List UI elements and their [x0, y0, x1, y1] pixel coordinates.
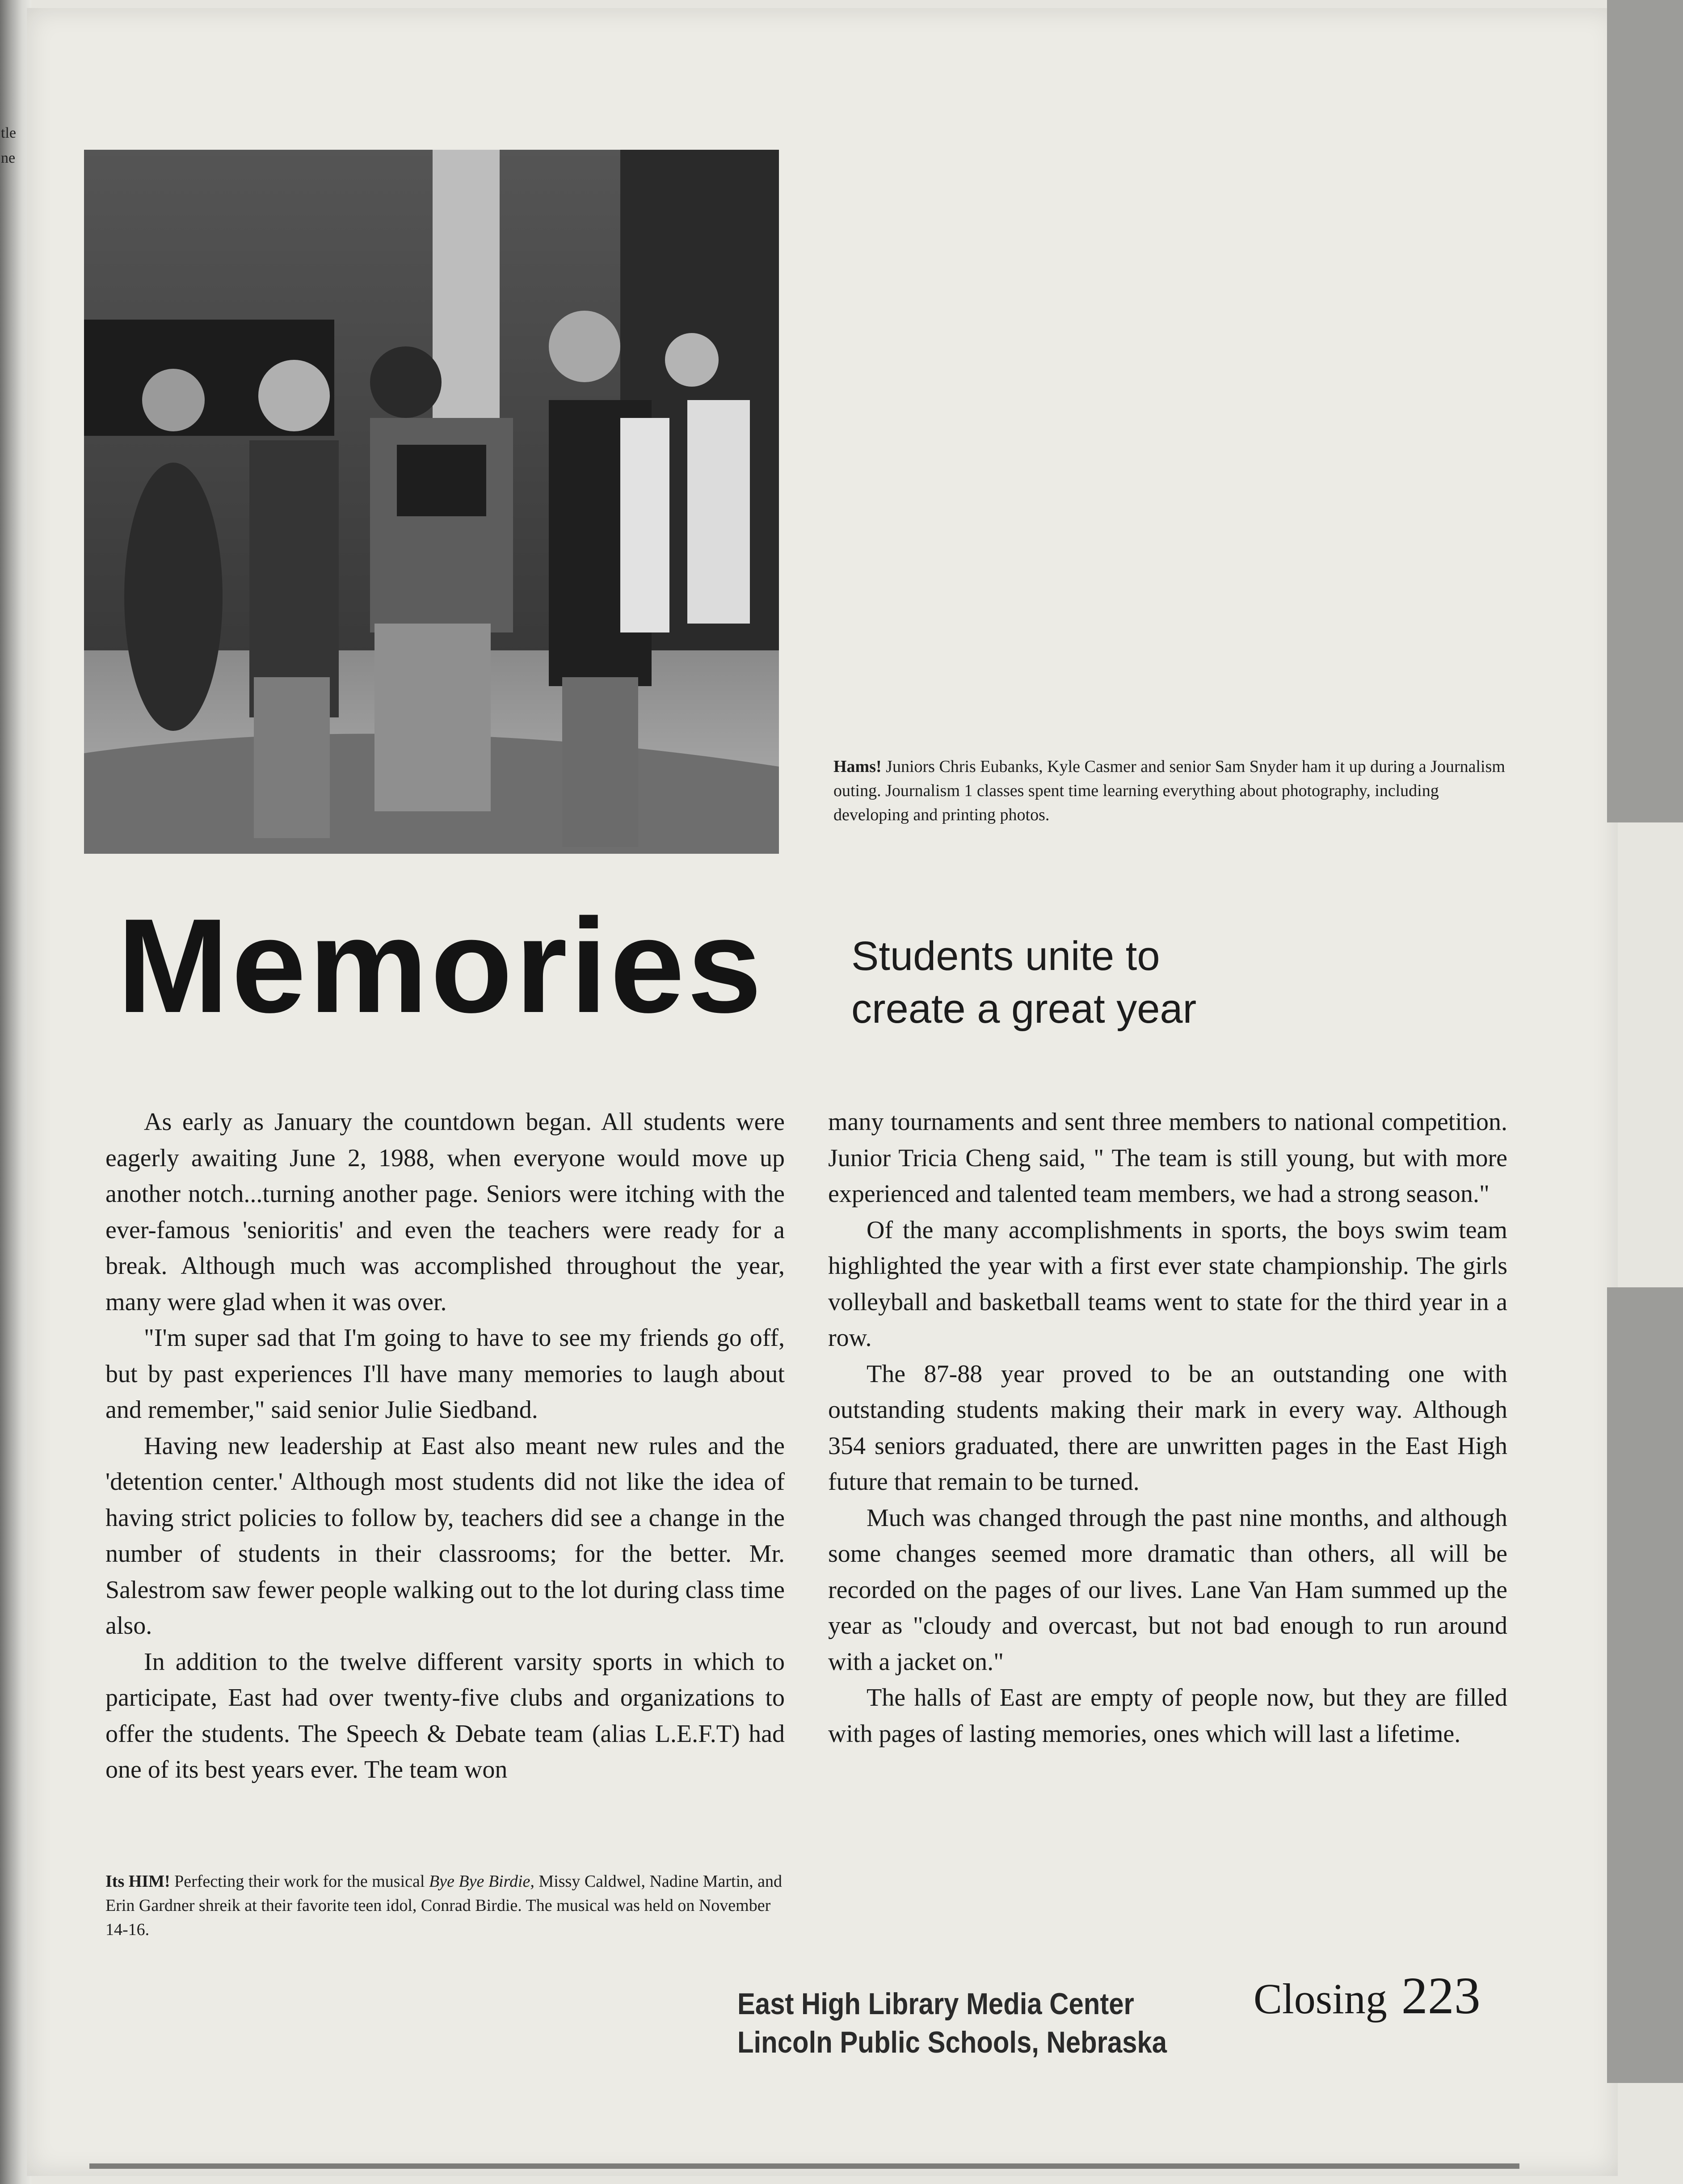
page-title: Memories: [117, 890, 765, 1041]
caption-lead: Hams!: [833, 757, 882, 776]
fragment-line: ne: [1, 150, 16, 166]
section-name: Closing: [1254, 1975, 1387, 2023]
stamp-line: Lincoln Public Schools, Nebraska: [737, 2025, 1167, 2059]
photo-scene: [84, 150, 779, 854]
library-stamp: [737, 1985, 1167, 2062]
paragraph: The halls of East are empty of people now, but they are filled with pages of lasting memories, ones which will last a lifetime.: [828, 1684, 1507, 1748]
caption-lead: Its HIM!: [105, 1872, 170, 1891]
paragraph: Of the many accomplishments in sports, the boys swim team highlighted the year with a first ever state championship. The girls volleyball and basketball teams went to state for the third year in a row.: [828, 1216, 1507, 1352]
photo-caption-top: [833, 755, 1513, 827]
paragraph: The 87-88 year proved to be an outstanding one with outstanding students making their mark in every way. Although 354 seniors graduated, there are unwritten pages in the East High future that remain to be turned.: [828, 1360, 1507, 1496]
students-photo: [84, 150, 779, 854]
caption-text: Juniors Chris Eubanks, Kyle Casmer and senior Sam Snyder ham it up during a Journalism outing. Journalism 1 classes spent time learning everything about photography, including developing and printing photos.: [833, 757, 1505, 824]
paragraph: many tournaments and sent three members to national competition. Junior Tricia Cheng said, " The team is still young, but with more experienced and talented team members, we had a strong season.": [828, 1108, 1507, 1208]
page-bottom-edge: [89, 2163, 1519, 2169]
page-subtitle: Students unite to create a great year: [851, 933, 1197, 1032]
page-footer: [1254, 1967, 1481, 2028]
stamp-line: East High Library Media Center: [737, 1987, 1134, 2021]
paragraph: Having new leadership at East also meant new rules and the 'detention center.' Although most students did not like the idea of having strict policies to follow by, teachers did see a change in the number of students in their classrooms; for the better. Mr. Salestrom saw fewer people walking out to the lot during class time also.: [105, 1432, 785, 1640]
article-column-left: [105, 1104, 785, 1788]
caption-text: Missy Caldwel, Nadine Martin, and Erin Gardner shreik at their favorite teen idol, Conrad Birdie. The musical was held on November 14-16.: [105, 1872, 782, 1939]
photo-caption-bottom: [105, 1869, 785, 1942]
adjacent-page-fragment: [1, 121, 16, 171]
musical-title: Bye Bye Birdie,: [429, 1872, 534, 1891]
page-number: 223: [1401, 1966, 1481, 2025]
fragment-line: tle: [1, 125, 16, 141]
paragraph: Much was changed through the past nine months, and although some changes seemed more dramatic than others, all will be recorded on the pages of our lives. Lane Van Ham summed up the year as "cloudy and overcast, but not bad enough to run around with a jacket on.": [828, 1504, 1507, 1676]
page-edge-tab-top: [1607, 0, 1683, 822]
caption-text: Perfecting their work for the musical: [174, 1872, 425, 1891]
article-column-right: [828, 1104, 1507, 1752]
paragraph: In addition to the twelve different varsity sports in which to participate, East had over twenty-five clubs and organizations to offer the students. The Speech & Debate team (alias L.E.F.T) had one of its best years ever. The team won: [105, 1648, 785, 1783]
paragraph: "I'm super sad that I'm going to have to see my friends go off, but by past experiences I'll have many memories to laugh about and remember," said senior Julie Siedband.: [105, 1324, 785, 1424]
paragraph: As early as January the countdown began. All students were eagerly awaiting June 2, 1988, when everyone would move up another notch...turning another page. Seniors were itching with the ever-famous 'senioritis' and even the teachers were ready for a break. Although much was accomplished throughout the year, many were glad when it was over.: [105, 1108, 785, 1316]
page-edge-tab-bottom: [1607, 1287, 1683, 2083]
